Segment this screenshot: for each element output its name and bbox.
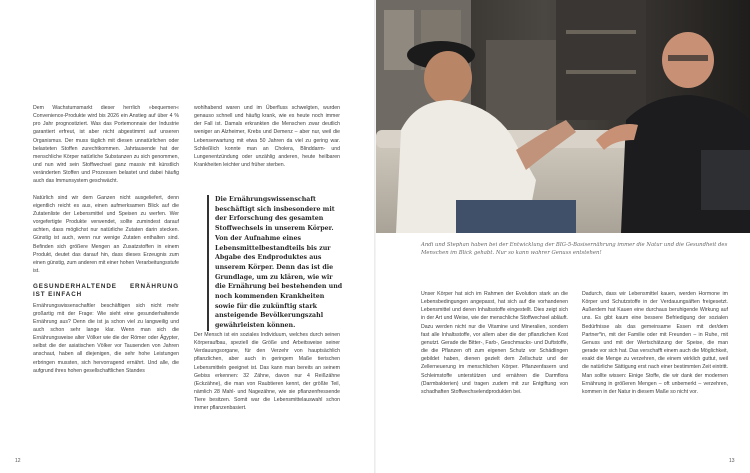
paragraph: wohlhabend waren und im Überfluss schwelgten, wurden genauso schnell und häufig krank, wie es heute noch immer der Fall ist. Damals erkrankten die Menschen zwar deutlich weniger an Alzheimer, Krebs und Demenz – aber nur, weil die Lebenserwartung mit etwa 50 Jahren da viel zu gering war. Schließlich konnte man an Cholera, Blinddarm- und Lungenentzündung oder unzählig anderen, heute heilbaren Krankheiten leichter und früher sterben. [194, 105, 340, 169]
left-column-1 [33, 104, 179, 383]
photo-two-men-on-sofa [376, 0, 750, 233]
page-number-left: 12 [15, 458, 21, 464]
paragraph: Unser Körper hat sich im Rahmen der Evolution stark an die Lebensbedingungen angepasst, hat sich auf die vorhandenen Lebensmittel und deren Inhaltsstoffe eingestellt. Dies zeigt sich in der Art und Weise, wie der menschliche Stoffwechsel abläuft. Dazu werden nicht nur die Vitamine und Mineralien, sondern fast alle Inhaltsstoffe, vor allem aber die der pflanzlichen Kost genutzt. Gerade die Bitter-, Farb-, Geschmacks- und Duftstoffe, die die Pflanzen oft zum eigenen Schutz vor Schädlingen gebildet haben, dienen gezielt dem Zellschutz und der Zellerneuerung im menschlichen Körper. Pflanzenfasern und Schleimstoffe unterstützen und ernähren die Darmflora (Darmbakterien) und tragen zudem mit zur Entgiftung von schadhaften Stoffwechselendprodukten bei. [421, 291, 568, 395]
section-heading: GESUNDERHALTENDE ERNÄHRUNG IST EINFACH [33, 283, 179, 299]
paragraph: Dadurch, dass wir Lebensmittel kauen, werden Hormone im Körper und Schutzstoffe in der Verdauungsäften freigesetzt. Außerdem hat Kauen eine durchaus beruhigende Wirkung auf uns. Es gibt kaum eine bessere Befriedigung der sozialen Bedürfnisse als das gemeinsame Essen mit der/dem Partner*in, mit der Familie oder mit Freunden – in Ruhe, mit Genuss und mit der Wertschätzung der Speise, die man gerade vor sich hat. Das verschafft einem auch die Möglichkeit, exakt die Menge zu verzehren, die einem wirklich guttut, weil die natürliche Sättigung erst nach einer bestimmten Zeit eintritt. Man sollte wissen: Einige Stoffe, die wir dank der modernen Ernährung in größeren Mengen – oft unbemerkt – verzehren, kommen in der Natur in diesem Maße so nicht vor. [582, 291, 728, 395]
photo-caption: Andi und Stephan haben bei der Entwicklung der BIG-5-Basisernährung immer die Natur und die Gesundheit des Menschen im Blick gehabt. Nur so kann wahrer Genuss entstehen! [421, 242, 728, 257]
right-column-1 [421, 290, 568, 404]
paragraph: Dem Wachstumsmarkt dieser herrlich »bequemen« Convenience-Produkte wird bis 2026 ein Anstieg auf über 4 % pro Jahr prognostiziert. Was das Portemonnaie der Industrie garantiert erfreut, ist aber nicht abgestimmt auf unseren Organismus. Der muss täglich mit diesen unnatürlichen oder belasteten Stoffen zurechtkommen. Jahrtausende hat der menschliche Körper natürliche Substanzen zu sich genommen, und nun wird sein Stoffwechsel ganz massiv mit künstlich veränderten Stoffen und Prozessen belastet und dabei häufig auch das Immunsystem geschwächt. [33, 105, 179, 185]
page-number-right: 13 [729, 458, 735, 464]
left-column-2-lower [194, 331, 340, 413]
right-column-2 [582, 290, 728, 404]
left-column-2 [194, 104, 340, 177]
paragraph: Ernährungswissenschaftler beschäftigen sich nicht mehr großartig mit der Frage: Wie sieht eine gesunderhaltende Ernährung aus? Denn die ist ja schon viel zu langweilig und auch schon sehr lange klar. Wenn man sich die Ernährungsweise alter Völker wie die der Römer oder Ägypter, selbst die der asiatischen Völker vor Tausenden von Jahren anschaut, haben all diejenigen, die sehr hohe Leistungen erbringen mussten, sich hervorragend ernährt. Und alle, die aufgrund ihres hohen gesellschaftlichen Standes [33, 302, 179, 374]
paragraph: Natürlich sind wir dem Ganzen nicht ausgeliefert, denn eigentlich reicht es aus, einen aufmerksamen Blick auf die Zutatenliste der Lebensmittel und Speisen zu werfen. Wer vorgefertigte Produkte verwendet, sollte zumindest darauf achten, dass möglichst nur natürliche Zutaten darin stecken. Günstig ist auch, wenn nur wenige Zutaten enthalten sind. Befinden sich größere Mengen an Zusatzstoffen in einem Produkt, deutet das darauf hin, dass dieses Erzeugnis zum einen günstig, zum anderen mit einer hohen Verarbeitungsstufe ist. [33, 194, 179, 274]
paragraph: Der Mensch ist ein soziales Individuum, welches durch seinen Körperaufbau, speziell die Größe und Arbeitsweise seiner Verdauungsorgane, für den Verzehr von hauptsächlich pflanzlichen, aber auch in geringem Maße tierischen Lebensmitteln geeignet ist. Das kann man bereits an seinem Gebiss erkennen: 32 Zähne, davon nur 4 Reißzähne (Eckzähne), die man von Raubtieren kennt, der größte Teil, nämlich 28 Mahl- und Nagezähne, wie sie pflanzenfressende Tiere besitzen. Somit war die Lebensmittelauswahl schon immer pflanzenbasiert. [194, 332, 340, 412]
pull-quote: Die Ernährungswissenschaft beschäftigt sich insbesondere mit der Erforschung des gesamten Stoffwechsels in unserem Körper. Von der Aufnahme eines Lebensmittelbestandteils bis zur Abgabe des Endproduktes aus unserem Körper. Denn das ist die Grundlage, um zu klären, wie wir die Ernährung bei bestehenden und noch kommenden Krankheiten sowie für die zukünftig stark ansteigende Bevölkerungszahl gewährleisten können. [207, 195, 345, 331]
